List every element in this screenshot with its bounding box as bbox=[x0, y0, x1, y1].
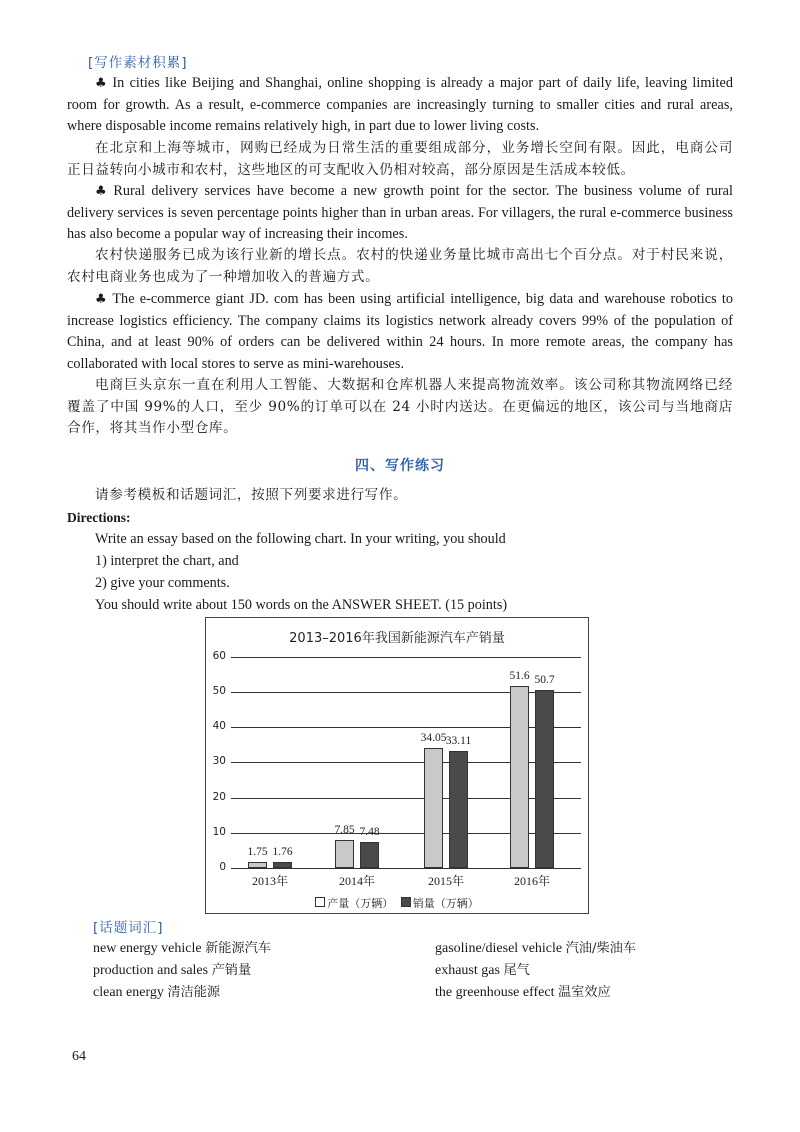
bar-chart bbox=[205, 617, 589, 914]
chart-legend: 产量（万辆） 销量（万辆） bbox=[206, 895, 588, 911]
y-tick-label: 10 bbox=[212, 825, 226, 838]
vocabulary-tag: [话题词汇] bbox=[93, 920, 164, 936]
material-1-zh: 在北京和上海等城市，网购已经成为日常生活的重要组成部分，业务增长空间有限。因此，电商公司正日益转向小城市和农村，这些地区的可支配收入仍相对较高，部分原因是生活成本较低。 bbox=[67, 140, 733, 178]
vocab-item: production and sales 产销量 bbox=[93, 963, 252, 978]
vocab-item: exhaust gas 尾气 bbox=[435, 963, 530, 978]
x-tick-label: 2015年 bbox=[427, 874, 464, 888]
bar-value-label: 34.05 bbox=[420, 732, 447, 745]
x-tick-label: 2013年 bbox=[251, 874, 288, 888]
club-icon: ♣ bbox=[95, 76, 109, 91]
bar-value-label: 7.85 bbox=[334, 824, 355, 837]
bar-production bbox=[510, 686, 529, 868]
practice-heading: 四、写作练习 bbox=[355, 458, 445, 474]
vocab-item: new energy vehicle 新能源汽车 bbox=[93, 941, 272, 956]
y-tick-label: 30 bbox=[212, 755, 226, 768]
directions-label: Directions: bbox=[67, 510, 131, 525]
vocab-item: clean energy 清洁能源 bbox=[93, 985, 221, 1000]
material-2-en: ♣ Rural delivery services have become a new growth point for the sector. The business volume of rural delivery services is seven percentage points higher than in urban areas. For villagers, the rural e-commerce business has also become a popular way of increasing their incomes. bbox=[67, 183, 733, 243]
x-tick-label: 2016年 bbox=[513, 874, 550, 888]
bar-value-label: 1.76 bbox=[272, 845, 293, 858]
directions-line-4: You should write about 150 words on the ANSWER SHEET. (15 points) bbox=[95, 597, 508, 613]
x-tick-label: 2014年 bbox=[338, 874, 375, 888]
bar-value-label: 51.6 bbox=[509, 670, 530, 683]
bar-production bbox=[335, 840, 354, 868]
material-3-en: ♣ The e-commerce giant JD. com has been using artificial intelligence, big data and warehouse robotics to increase logistics efficiency. The company claims its logistics network already covers 99% of the population of China, and at least 90% of orders can be delivered within 24 hours. In more remote areas, the company has collaborated with local stores to serve as mini-warehouses. bbox=[67, 291, 733, 373]
legend-swatch-sales-icon bbox=[401, 897, 411, 907]
club-icon: ♣ bbox=[95, 184, 110, 199]
practice-instruction: 请参考模板和话题词汇，按照下列要求进行写作。 bbox=[95, 487, 408, 503]
material-1-en: ♣ In cities like Beijing and Shanghai, online shopping is already a major part of daily life, leaving limited room for growth. As a result, e-commerce companies are increasingly turning to smaller cities and rural areas, where disposable income remains relatively high, in part due to lower living costs. bbox=[67, 75, 733, 135]
gridline bbox=[231, 657, 581, 658]
y-tick-label: 40 bbox=[212, 720, 226, 733]
bar-value-label: 1.75 bbox=[247, 845, 268, 858]
y-tick-label: 60 bbox=[212, 649, 226, 662]
club-icon: ♣ bbox=[95, 292, 109, 307]
bar-sales bbox=[535, 690, 554, 868]
material-3-zh: 电商巨头京东一直在利用人工智能、大数据和仓库机器人来提高物流效率。该公司称其物流网络已经覆盖了中国 99%的人口，至少 90%的订单可以在 24 小时内送达。在更偏远的地区，该公司与当地商店合作，将其当作小型仓库。 bbox=[67, 377, 733, 437]
bar-value-label: 50.7 bbox=[534, 673, 555, 686]
vocab-item: the greenhouse effect 温室效应 bbox=[435, 985, 611, 1000]
bar-sales bbox=[449, 751, 468, 868]
directions-line-1: Write an essay based on the following chart. In your writing, you should bbox=[95, 531, 506, 547]
y-tick-label: 20 bbox=[212, 790, 226, 803]
bar-sales bbox=[360, 842, 379, 868]
y-tick-label: 0 bbox=[219, 861, 226, 873]
gridline bbox=[231, 868, 581, 869]
directions-line-3: 2) give your comments. bbox=[95, 575, 230, 591]
chart-title: 2013–2016年我国新能源汽车产销量 bbox=[289, 631, 505, 646]
bar-production bbox=[424, 748, 443, 868]
bar-value-label: 7.48 bbox=[359, 825, 380, 838]
y-tick-label: 50 bbox=[212, 685, 226, 697]
page-number: 64 bbox=[72, 1049, 86, 1064]
material-2-zh: 农村快递服务已成为该行业新的增长点。农村的快递业务量比城市高出七个百分点。对于村民来说，农村电商业务也成为了一种增加收入的普遍方式。 bbox=[67, 247, 733, 285]
bar-value-label: 33.11 bbox=[445, 735, 472, 748]
directions-line-2: 1) interpret the chart, and bbox=[95, 553, 239, 569]
vocab-item: gasoline/diesel vehicle 汽油/柴油车 bbox=[435, 941, 637, 956]
bar-production bbox=[248, 862, 267, 868]
writing-material-tag: [写作素材积累] bbox=[88, 55, 188, 71]
bar-sales bbox=[273, 862, 292, 868]
legend-swatch-production-icon bbox=[315, 897, 325, 907]
